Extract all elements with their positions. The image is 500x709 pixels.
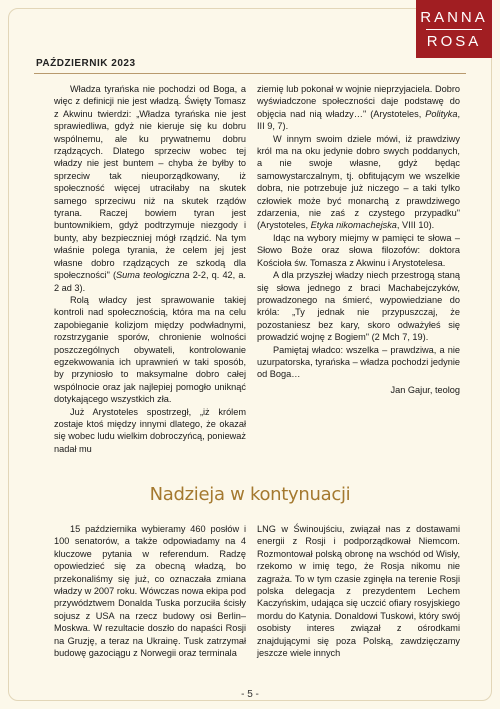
logo-line-1: RANNA xyxy=(420,8,488,26)
author-signature: Jan Gajur, teolog xyxy=(390,384,460,395)
article2-left-column xyxy=(54,523,246,659)
citation-title: Polityka xyxy=(425,108,458,119)
citation-title: Suma teologiczna xyxy=(116,270,190,281)
logo-line-2: ROSA xyxy=(426,32,482,50)
article1-left-column xyxy=(54,83,246,455)
paragraph: A dla przyszłej władzy niech przestrogą staną się słowa jednego z braci Machabejczyków, prowadzonego na śmierć, wypowiedziane do króla: „Ty jednak nie przypuszczaj, że pozostaniesz bez kary, skoro odważyłeś się prowadzić wojnę z Bogiem" (2 Mch 7, 19). xyxy=(257,270,460,343)
logo-divider xyxy=(426,29,482,30)
paragraph: Już Arystoteles spostrzegł, „iż królem zostaje ktoś między innymi dlatego, że okazał się wobec ludu wielkim dobroczyńcą, ponieważ nadał mu xyxy=(54,406,247,454)
article2-right-column xyxy=(257,523,460,659)
paragraph: 15 października wybieramy 460 posłów i 100 senatorów, a także odpowiadamy na 4 kluczowe pytania w referendum. Radzę opowiedzieć się za obecną władzą, bo przekonaliśmy się już, co oznaczała zmiana władzy w 2007 roku. Wówczas nowa ekipa pod przywództwem Donalda Tuska porzuciła ścisły sojusz z USA na rzecz budowy osi Berlin–Moskwa. W rezultacie doszło do napaści Rosji na Gruzję, a teraz na Ukrainę. Tusk zatrzymał budowę gazociągu z Norwegii oraz terminala xyxy=(54,524,247,659)
article2-title: Nadzieja w kontynuacji xyxy=(149,484,351,505)
paragraph: LNG w Świnoujściu, związał nas z dostawami energii z Rosji i podporządkował Niemcom. Rozmontował polską obronę na wschód od Wisły, rzekomo w imię tego, że Rosja nikomu nie zagraża. To w tym czasie zginęła na terenie Rosji polska delegacja z prezydentem Lechem Kaczyńskim, udająca się uczcić ofiary rosyjskiego mordu do Katynia. Donaldowi Tuskowi, który swój osobisty interes związał z ośrodkami znajdującymi się poza Polską, zawdzięczamy jeszcze wiele innych xyxy=(257,524,460,659)
header-rule xyxy=(34,73,466,74)
article1-right-column xyxy=(257,83,460,396)
paragraph: Władza tyrańska nie pochodzi od Boga, a więc z definicji nie jest władzą. Święty Tomasz z Akwinu twierdzi: „Władza tyrańska nie jest sprawiedliwa, gdyż nie kieruje się ku dobru wspólnemu, ale ku prywatnemu dobru rządzących. Dlatego sprzeciw wobec tej władzy nie jest buntem – chyba że byłby to sprzeciw tak nieuporządkowany, iż społeczność więcej utraciłaby na skutek samego sprzeciwu niż na skutek rządów tyrana. Raczej bowiem tyran jest buntownikiem, gdyż podtrzymuje niezgody i bunty, aby bezpieczniej mógł rządzić. Na tym właśnie polega tyrania, że celem jej jest własne dobro rządzących ze szkodą dla społeczności" (Suma teologiczna 2-2, q. 42, a. 2 ad 3). xyxy=(54,84,246,293)
page-number: - 5 - xyxy=(241,689,259,700)
paragraph: W innym swoim dziele mówi, iż prawdziwy król ma na oku jedynie dobro swych poddanych, a nie swoje własne, gdyż będąc samowystarczalnym, tj. obfitującym we wszelkie dobra, nie potrzebuje już niczego – a taki tylko człowiek może być monarchą z prawdziwego zdarzenia, nie zaś z czystego przypadku" (Arystoteles, Etyka nikomachejska, VIII 10). xyxy=(257,133,460,231)
paragraph: ziemię lub pokonał w wojnie nieprzyjaciela. Dobro wyświadczone społeczności daje podstawę do objęcia nad nią władzy…" (Arystoteles, Polityka, III 9, 7). xyxy=(257,84,460,132)
citation-title: Etyka nikomachejska xyxy=(310,220,397,231)
paragraph: Idąc na wybory miejmy w pamięci te słowa – Słowo Boże oraz słowa filozofów: doktora Kościoła św. Tomasza z Akwinu i Arystotelesa. xyxy=(257,232,460,268)
paragraph: Rolą władcy jest sprawowanie takiej kontroli nad społecznością, która ma na celu zapobieganie kolizjom między podwładnymi, rozstrzyganie sporów, chronienie wolności poszczególnych obywateli, kontrolowanie egzekwowania ich uprawnień w taki sposób, by przyniosło to maksymalne dobro całej wspólnocie oraz jak najlepiej pomogło uniknąć dotykającego wszystkich zła. xyxy=(54,294,246,405)
paragraph: Pamiętaj władco: wszelka – prawdziwa, a nie uzurpatorska, tyrańska – władza pochodzi jedynie od Boga… xyxy=(257,344,460,380)
magazine-logo xyxy=(416,0,492,58)
issue-month: PAŹDZIERNIK 2023 xyxy=(36,58,136,69)
